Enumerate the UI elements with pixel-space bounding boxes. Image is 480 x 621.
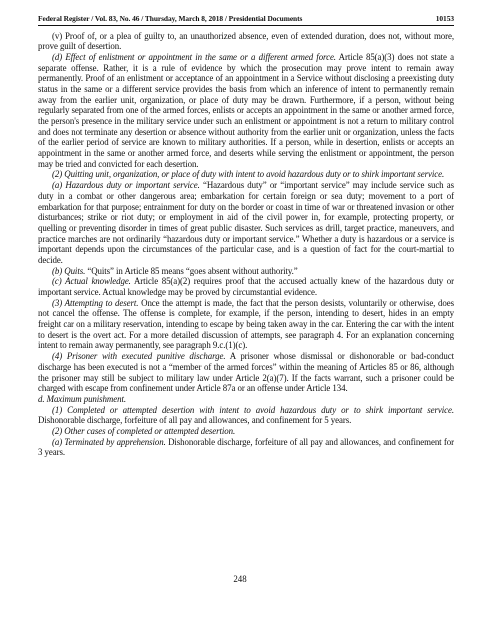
paragraph-text: Once the attempt is made, the fact that the person desists, voluntarily or otherwise, does not cancel the offense. The offense is complete, for example, if the person, intending to desert, hides in an empty freight car on a military reservation, intending to escape by being taken away in the car. Entering the car with the intent to desert is the overt act. For a more detailed discussion of attempts, see paragraph 4. For an explanation concerning intent to remain away permanently, see paragraph 9.c.(1)(c). bbox=[38, 297, 454, 351]
paragraph bbox=[38, 180, 454, 266]
paragraph-heading: (c) Actual knowledge. bbox=[52, 276, 131, 287]
paragraph-text: A prisoner whose dismissal or dishonorable or bad-conduct discharge has been executed is not a “member of the armed forces” within the meaning of Articles 85 or 86, although the prisoner may still be subject to military law under Article 2(a)(7). If the facts warrant, such a prisoner could be charged with escape from confinement under Article 87a or an offense under Article 134. bbox=[38, 351, 454, 394]
paragraph bbox=[38, 351, 454, 394]
paragraph-heading: (a) Terminated by apprehension. bbox=[52, 436, 166, 447]
paragraph-text: Dishonorable discharge, forfeiture of all pay and allowances, and confinement for 5 years. bbox=[38, 415, 352, 426]
paragraph bbox=[38, 437, 454, 458]
paragraph bbox=[38, 276, 454, 297]
paragraph-heading: (3) Attempting to desert. bbox=[52, 297, 139, 308]
paragraph-heading: (4) Prisoner with executed punitive discharge. bbox=[52, 351, 226, 362]
paragraph-heading: (1) Completed or attempted desertion with intent to avoid hazardous duty or to shirk important service. bbox=[52, 404, 454, 415]
paragraph bbox=[38, 394, 454, 405]
paragraph-heading: (b) Quits. bbox=[52, 265, 86, 276]
paragraph bbox=[38, 31, 454, 52]
document-page bbox=[38, 14, 454, 458]
paragraph-heading: d. Maximum punishment. bbox=[38, 393, 126, 404]
paragraph bbox=[38, 405, 454, 426]
paragraph-heading: (a) Hazardous duty or important service. bbox=[52, 180, 200, 191]
paragraph-heading: (2) Quitting unit, organization, or place of duty with intent to avoid hazardous duty or to shirk important service. bbox=[52, 169, 445, 180]
paragraph-text: Article 85(a)(2) requires proof that the accused actually knew of the hazardous duty or important service. Actual knowledge may be proved by circumstantial evidence. bbox=[38, 276, 454, 297]
paragraph-text: “Quits” in Article 85 means “goes absent without authority.” bbox=[85, 265, 298, 276]
header-page-number: 10153 bbox=[435, 14, 454, 23]
paragraph-heading: (2) Other cases of completed or attempted desertion. bbox=[52, 425, 236, 436]
paragraph bbox=[38, 52, 454, 170]
document-body bbox=[38, 31, 454, 459]
paragraph bbox=[38, 426, 454, 437]
paragraph-heading: (d) Effect of enlistment or appointment in the same or a different armed force. bbox=[52, 51, 336, 62]
paragraph-text: (v) Proof of, or a plea of guilty to, an unauthorized absence, even of extended duration, does not, without more, prove guilt of desertion. bbox=[38, 30, 454, 52]
paragraph bbox=[38, 169, 454, 180]
running-header bbox=[38, 14, 454, 26]
paragraph bbox=[38, 298, 454, 351]
paragraph-text: Article 85(a)(3) does not state a separate offense. Rather, it is a rule of evidence by which the prosecution may prove intent to remain away permanently. Proof of an enlistment or acceptance of an appointment in a Service without disclosing a preexisting duty status in the same or a different service provides the basis from which an inference of intent to permanently remain away from the earlier unit, organization, or place of duty may be drawn. Furthermore, if a person, without being regularly separated from one of the armed forces, enlists or accepts an appointment in the same or another armed force, the person's presence in the military service under such an enlistment or appointment is not a return to military control and does not terminate any desertion or absence without authority from the earlier unit or organization, unless the facts of the earlier period of service are known to military authorities. If a person, while in desertion, enlists or accepts an appointment in the same or another armed force, and deserts while serving the enlistment or appointment, the person may be tried and convicted for each desertion. bbox=[38, 51, 454, 169]
paragraph-text: Dishonorable discharge, forfeiture of all pay and allowances, and confinement for 3 years. bbox=[38, 436, 454, 458]
header-citation: Federal Register / Vol. 83, No. 46 / Thursday, March 8, 2018 / Presidential Documents bbox=[38, 14, 303, 23]
paragraph bbox=[38, 266, 454, 277]
paragraph-text: “Hazardous duty” or “important service” may include service such as duty in a combat or other dangerous area; embarkation for certain foreign or sea duty; movement to a port of embarkation for that purpose; entrainment for duty on the border or coast in time of war or threatened invasion or other disturbances; strike or riot duty; or employment in aid of the civil power in, for example, protecting property, or quelling or preventing disorder in times of great public disaster. Such services as drill, target practice, maneuvers, and practice marches are not ordinarily “hazardous duty or important service.” Whether a duty is hazardous or a service is important depends upon the circumstances of the particular case, and is a question of fact for the court-martial to decide. bbox=[38, 180, 454, 265]
page-folio: 248 bbox=[233, 574, 247, 584]
